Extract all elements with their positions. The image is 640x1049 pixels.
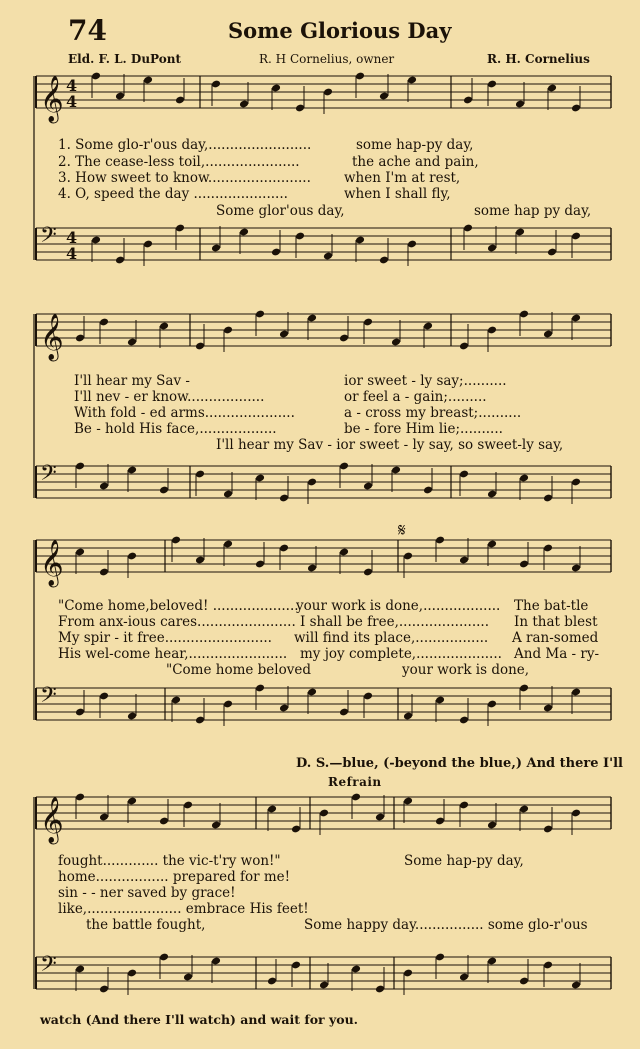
verse-3-part-a: With fold - ed arms..................... [74, 405, 295, 421]
verse-3-part-c: A ran-somed [512, 630, 599, 646]
owner-credit: R. H Cornelius, owner [259, 52, 395, 66]
verse-2-part-c: In that blest [514, 614, 598, 630]
verse-2-line: home................. prepared for me! [58, 869, 291, 885]
verse-3-line: sin - - ner saved by grace! [58, 885, 236, 901]
verse-4-part-a: Be - hold His face,.................. [74, 421, 277, 437]
verse-1-part-b: some hap-py day, [356, 137, 474, 153]
verse-2-part-a: I'll nev - er know.................. [74, 389, 265, 405]
hymn-number: 74 [68, 14, 107, 47]
bass-clef-icon: 𝄢 [40, 952, 57, 982]
echo-part-b: some hap py day, [474, 203, 592, 219]
verse-2-part-a: From anx-ious cares....................... [58, 614, 296, 630]
verse-2-part-b: I shall be free,..................... [300, 614, 489, 630]
verse-1-part-a: I'll hear my Sav - [74, 373, 190, 389]
segno-sign: 𝄋 [398, 520, 406, 541]
verse-2-part-b: the ache and pain, [352, 154, 479, 170]
echo-part-b: your work is done, [402, 662, 530, 678]
verse-1-part-b: your work is done,.................. [296, 598, 501, 614]
treble-clef-icon: 𝄞 [40, 797, 64, 843]
bass-clef-icon: 𝄢 [40, 461, 57, 491]
time-signature-bottom: 4 [66, 92, 78, 111]
treble-clef-icon: 𝄞 [40, 76, 64, 122]
verse-3-part-b: when I'm at rest, [344, 170, 461, 186]
verse-4-line: like,...................... embrace His feet! [58, 901, 309, 917]
hymn-title: Some Glorious Day [228, 18, 452, 43]
refrain-label: Refrain [328, 775, 382, 789]
words-credit: Eld. F. L. DuPont [68, 52, 182, 66]
verse-4-part-a: 4. O, speed the day ...................... [58, 186, 288, 202]
verse-1-part-c: The bat-tle [514, 598, 589, 614]
verse-4-part-b: be - fore Him lie;.......... [344, 421, 503, 437]
time-signature-top: 4 [66, 228, 78, 247]
verse-4-part-c: And Ma - ry- [514, 646, 600, 662]
bass-clef-icon: 𝄢 [40, 683, 57, 713]
treble-clef-icon: 𝄞 [40, 314, 64, 360]
music-credit: R. H. Cornelius [487, 52, 590, 66]
echo-line: I'll hear my Sav - ior sweet - ly say, so sweet-ly say, [216, 437, 564, 453]
verse-3-part-b: will find its place,................. [294, 630, 489, 646]
time-signature-top: 4 [66, 76, 78, 95]
verse-4-part-b: my joy complete,.................... [300, 646, 502, 662]
verse-3-part-a: 3. How sweet to know........................ [58, 170, 311, 186]
verse-4-part-b: when I shall fly, [344, 186, 451, 202]
footer-line: watch (And there I'll watch) and wait for you. [40, 1012, 359, 1027]
verse-2-part-b: or feel a - gain;......... [344, 389, 487, 405]
bass-clef-icon: 𝄢 [40, 223, 57, 253]
time-signature-bottom: 4 [66, 244, 78, 263]
echo-part-a: Some glor'ous day, [216, 203, 345, 219]
verse-1-part-b: ior sweet - ly say;.......... [344, 373, 507, 389]
verse-1-part-a: "Come home,beloved! .................... [58, 598, 299, 614]
refrain-echo: Some happy day................ some glo-r'ous [304, 917, 588, 933]
verse-alt-line: the battle fought, [86, 917, 206, 933]
verse-1-part-a: 1. Some glo-r'ous day,........................ [58, 137, 312, 153]
treble-clef-icon: 𝄞 [40, 540, 64, 586]
verse-3-part-b: a - cross my breast;.......... [344, 405, 522, 421]
refrain-line: Some hap-py day, [404, 853, 524, 869]
verse-3-part-a: My spir - it free......................... [58, 630, 272, 646]
verse-2-part-a: 2. The cease-less toil,...................... [58, 154, 300, 170]
verse-1-line: fought............. the vic-t'ry won!" [58, 853, 281, 869]
verse-4-part-a: His wel-come hear,....................... [58, 646, 288, 662]
echo-part-a: "Come home beloved [166, 662, 311, 678]
dal-segno-line: D. S.—blue, (-beyond the blue,) And there I'll [296, 756, 623, 771]
